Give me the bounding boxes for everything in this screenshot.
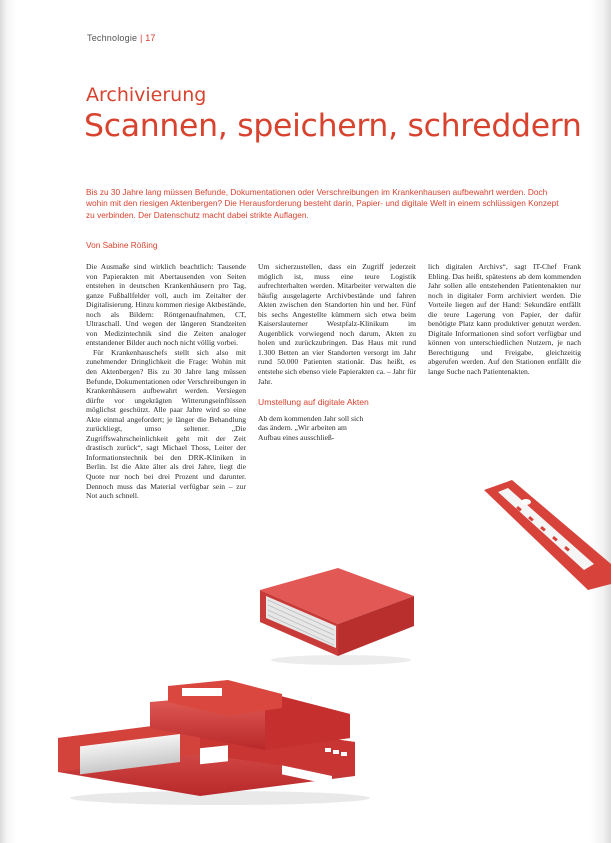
paragraph: Für Krankenhauschefs stellt sich also mit zunehmender Dringlichkeit die Frage: Wohin mit den Aktenbergen? Bis zu 30 Jahre lang müssen Befunde, Dokumentationen oder Verschreibungen in Krankenhäusern aufbewahrt werden. Versiegen dürfte vor ungekrägten Witterungseinflüssen möglichst geschützt. Alle paar Jahre wird so eine Akte einmal angefordert; je länger die Behandlung zurückliegt, umso seltener. „Die Zugriffswahrscheinlichkeit geht mit der Zeit drastisch zurück“, sagt Michael Thoss, Leiter der Informationstechnik bei den DRK-Kliniken in Berlin. Ist die Akte älter als drei Jahre, liegt die Quote nur noch bei drei Prozent und darunter. Dennoch muss das Material verfügbar sein – zur Not auch schnell. (86, 347, 246, 501)
paragraph: Um sicherzustellen, dass ein Zugriff jederzeit möglich ist, muss eine teure Logistik aufrechterhalten werden. Mitarbeiter verwalten die häufig ausgelagerte Archivbestände und fahren Akten zwischen den Standorten hin und her. Fünf bis sechs Angestellte kümmern sich etwa beim Kaiserslauterner Westpfalz-Klinikum im Augenblick vorwiegend noch darum, Akten zu holen und zurückzubringen. Das Haus mit rund 1.300 Betten an vier Standorten versorgt im Jahr rund 50.000 Patienten stationär. Das heißt, es entstehe sich ebenso viele Papierakten ca. – Jahr für Jahr. (258, 262, 416, 386)
text-column-3 (428, 262, 581, 482)
paragraph: lich digitalen Archivs“, sagt IT-Chef Frank Ebling. Das heißt, spätestens ab dem kommenden Jahr sollen alle entstehenden Patientenakten nur noch in digitaler Form archiviert werden. Die Vorteile liegen auf der Hand: Sekundäre entfällt die teure Lagerung von Papier, der dafür benötigte Platz kann produktiver genutzt werden. Digitale Informationen sind sofort verfügbar und können von unterschiedlichen Nutzern, je nach Berechtigung und Freigabe, gleichzeitig abgerufen werden. Auf den Stationen entfällt die lange Suche nach Patientenakten. (428, 262, 581, 377)
paragraph: Die Ausmaße sind wirklich beachtlich: Tausende von Papierakten mit Abertausenden von Seiten entstehen in deutschen Krankenhäusern pro Tag, ganze Fußballfelder voll, auch im Zeitalter der Digitalisierung. Hinzu kommen riesige Aktbestände, noch als Bildern: Röntgenaufnahmen, CT, Ultraschall. Und wegen der längeren Standzeiten von Medizintechnik sind die Zeiten analoger entstandener Bilder auch noch nicht völlig vorbei. (86, 262, 246, 348)
section-name: Technologie (87, 33, 138, 43)
folder-stack-illustration (50, 680, 370, 805)
article-kicker: Archivierung (86, 84, 207, 106)
standing-folder-illustration (478, 480, 611, 590)
paragraph: Ab dem kommenden Jahr soll sich das ändern. „Wir arbeiten am Aufbau eines ausschließ- (258, 413, 364, 442)
subheading: Umstellung auf digitale Akten (258, 397, 369, 408)
article-byline: Von Sabine Rößing (86, 240, 158, 250)
article-headline: Scannen, speichern, schreddern (84, 108, 582, 144)
text-column-2 (258, 262, 416, 442)
page-number: 17 (145, 33, 156, 43)
article-lead: Bis zu 30 Jahre lang müssen Befunde, Dokumentationen oder Verschreibungen im Krankenhausen aufbewahrt werden. Doch wohin mit den riesigen Aktenbergen? Die Herausforderung besteht darin, Papier- und digitale Welt in einem schlüssigen Konzept zu verbinden. Der Datenschutz macht dabei strikte Auflagen. (86, 187, 559, 220)
text-column-1 (86, 262, 246, 501)
section-label (87, 33, 156, 43)
ring-binder-illustration (256, 560, 421, 670)
section-divider: | (139, 33, 143, 43)
